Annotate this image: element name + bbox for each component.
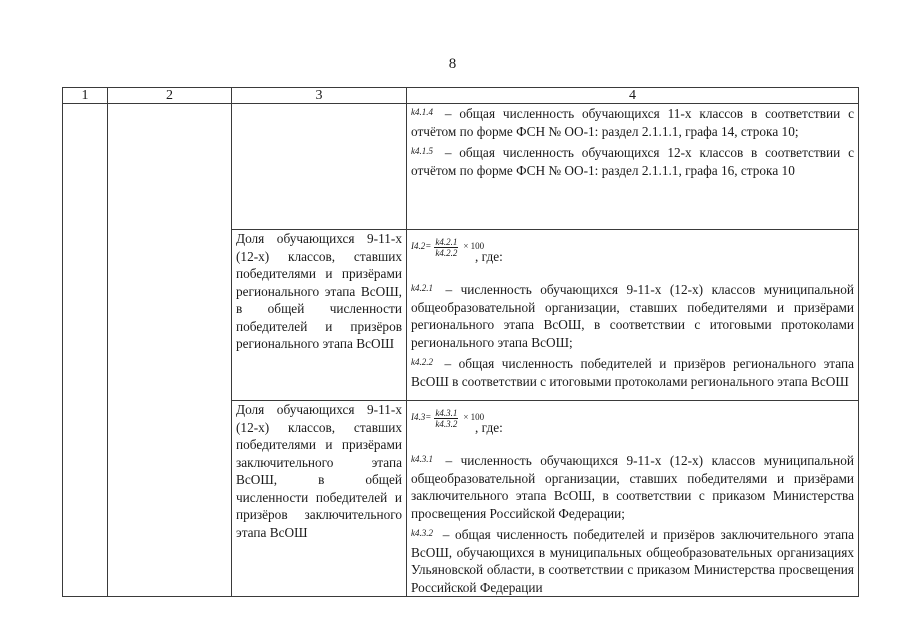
definition-text: – общая численность победителей и призёров заключительного этапа ВсОШ, обучающихся в муниципальных общеобразовательных организациях Ульяновской области, в соответствии с приказом Министерства просвещения Российской Федерации xyxy=(411,527,854,595)
formula-numerator: k4.2.1 xyxy=(435,236,458,247)
indicator-name: Доля обучающихся 9-11-х (12-х) классов, ставших победителями и призёрами регионального этапа ВсОШ, в общей численности победителей и призёров регионального этапа ВсОШ xyxy=(232,230,407,401)
cell-description xyxy=(407,230,859,401)
formula-eq: = xyxy=(425,412,432,423)
variable-symbol: k4.1.5 xyxy=(411,146,433,156)
formula-lhs: I4.2 xyxy=(411,241,426,252)
variable-symbol: k4.2.1 xyxy=(411,283,433,293)
formula-where: , где: xyxy=(475,420,503,435)
cell-col-2 xyxy=(108,104,232,597)
definition-text: – общая численность обучающихся 11-х классов в соответствии с отчётом по форме ФСН № ОО-1: раздел 2.1.1.1, графа 14, строка 10; xyxy=(411,106,855,139)
page-number: 8 xyxy=(448,56,457,72)
formula-fraction xyxy=(434,237,458,258)
definition-text: – численность обучающихся 9-11-х (12-х) классов муниципальной общеобразовательной организации, ставших победителями и призёрами регионального этапа ВсОШ, в соответствии с итоговыми протоколами регионального этапа ВсОШ; xyxy=(411,282,854,350)
definition-text: – общая численность победителей и призёров регионального этапа ВсОШ в соответствии с итоговыми протоколами регионального этапа ВсОШ xyxy=(411,356,854,389)
cell-description xyxy=(407,104,859,230)
formula-denominator: k4.2.2 xyxy=(435,247,458,258)
variable-symbol: k4.1.4 xyxy=(411,107,433,117)
formula-numerator: k4.3.1 xyxy=(435,407,458,418)
formula-eq: = xyxy=(425,241,432,252)
variable-symbol: k4.3.1 xyxy=(411,454,433,464)
indicator-table xyxy=(62,87,859,597)
definition-item xyxy=(411,525,854,596)
header-col-2: 2 xyxy=(108,88,232,104)
indicator-name: Доля обучающихся 9-11-х (12-х) классов, ставших победителями и призёрами заключительного этапа ВсОШ, в общей численности победителей и призёров заключительного этапа ВсОШ xyxy=(232,401,407,597)
variable-symbol: k4.2.2 xyxy=(411,357,433,367)
table-row xyxy=(63,104,859,230)
definition-item xyxy=(411,354,854,390)
header-col-1: 1 xyxy=(63,88,108,104)
definition-text: – общая численность обучающихся 12-х классов в соответствии с отчётом по форме ФСН № ОО-1: раздел 2.1.1.1, графа 16, строка 10 xyxy=(411,145,854,178)
header-col-3: 3 xyxy=(232,88,407,104)
definition-item xyxy=(411,104,854,140)
table-header-row xyxy=(63,88,859,104)
formula-fraction xyxy=(434,408,458,429)
definition-item xyxy=(411,143,854,179)
formula-multiplier: × 100 xyxy=(463,241,485,252)
header-col-4: 4 xyxy=(407,88,859,104)
cell-indicator-empty xyxy=(232,104,407,230)
cell-description xyxy=(407,401,859,597)
definition-item xyxy=(411,451,854,522)
cell-col-1 xyxy=(63,104,108,597)
formula-multiplier: × 100 xyxy=(463,412,485,423)
formula-where: , где: xyxy=(475,249,503,264)
formula-denominator: k4.3.2 xyxy=(435,418,458,429)
formula-lhs: I4.3 xyxy=(411,412,426,423)
definition-text: – численность обучающихся 9-11-х (12-х) классов муниципальной общеобразовательной организации, ставших победителями и призёрами заключительного этапа ВсОШ, в соответствии с приказом Министерства просвещения Российской Федерации; xyxy=(411,453,854,521)
definition-item xyxy=(411,280,854,351)
variable-symbol: k4.3.2 xyxy=(411,528,433,538)
